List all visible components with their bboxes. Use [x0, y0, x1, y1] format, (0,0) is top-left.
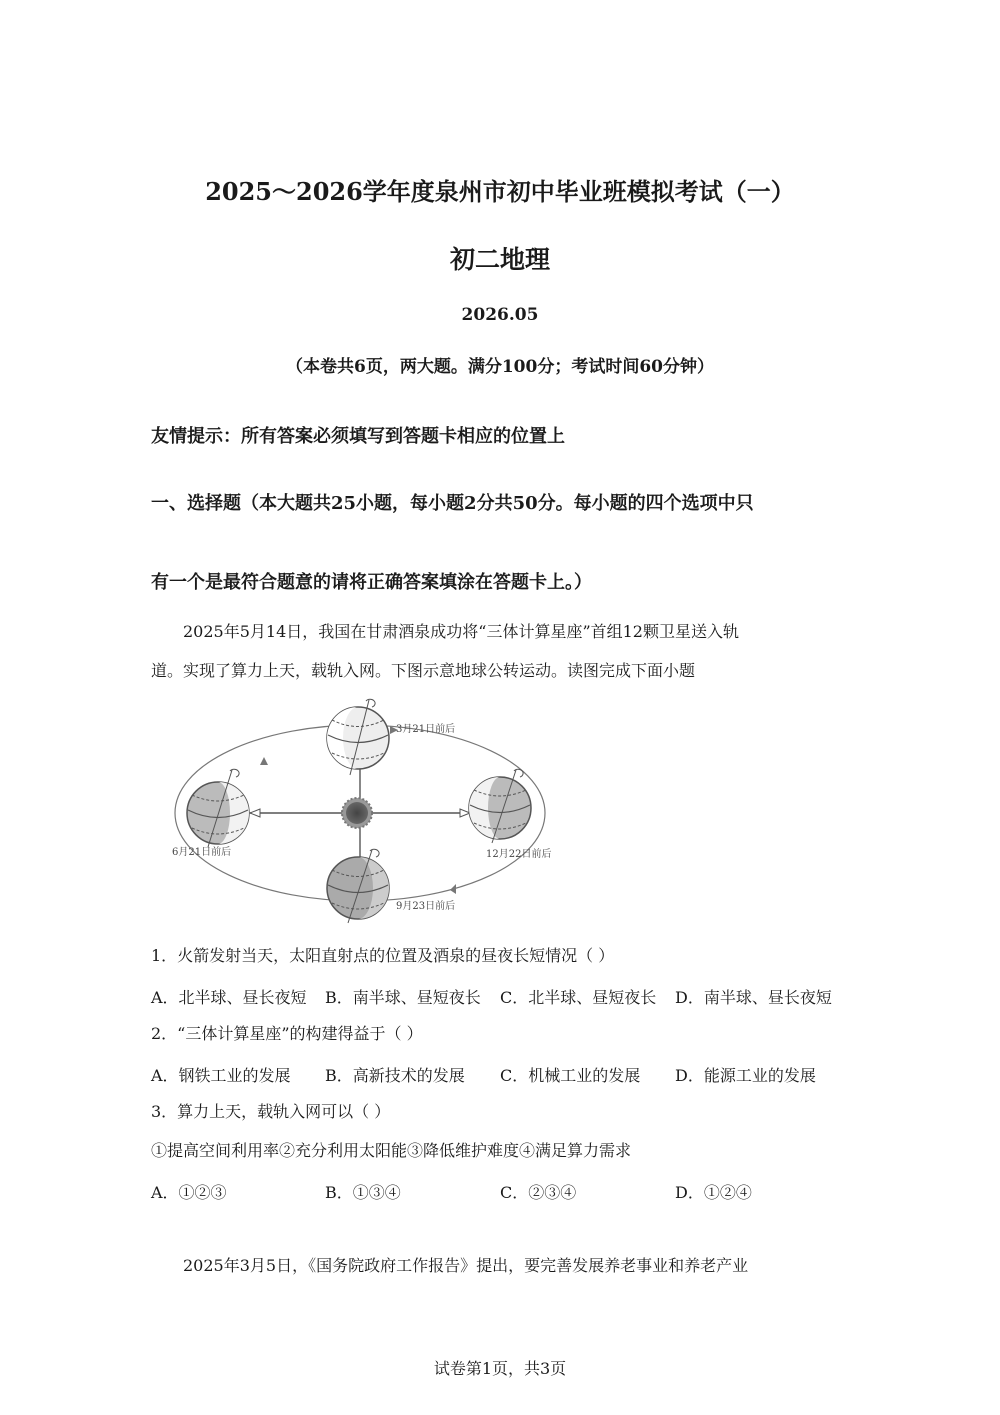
exam-date: 2026.05 [461, 305, 539, 325]
earth-top-icon [327, 699, 389, 775]
section-heading-line2: 有一个是最符合题意的请将正确答案填涂在答题卡上。） [151, 572, 592, 593]
question-3-options [0, 1180, 1000, 1202]
q2-option-d[interactable]: D．能源工业的发展 [675, 1066, 816, 1085]
question-1-stem: 1．火箭发射当天，太阳直射点的位置及酒泉的昼夜长短情况（ ） [151, 946, 615, 965]
exam-title: 2025～2026学年度泉州市初中毕业班模拟考试（一） [205, 177, 795, 206]
q3-option-c[interactable]: C．②③④ [500, 1183, 577, 1202]
q3-option-b[interactable]: B．①③④ [325, 1183, 401, 1202]
sun-icon [342, 798, 372, 828]
q3-option-a[interactable]: A．①②③ [151, 1183, 227, 1202]
question-1-options [0, 985, 1000, 1007]
label-june: 6月21日前后 [172, 847, 232, 858]
page-footer: 试卷第1页，共3页 [433, 1359, 567, 1378]
q2-option-c[interactable]: C．机械工业的发展 [500, 1066, 641, 1085]
earth-left-icon [187, 769, 249, 847]
earth-right-icon [469, 769, 531, 843]
question-3-stem: 3．算力上天，载轨入网可以（ ） [151, 1102, 391, 1121]
label-september: 9月23日前后 [396, 901, 456, 912]
passage1-line1: 2025年5月14日，我国在甘肃酒泉成功将“三体计算星座”首组12颗卫星送入轨 [183, 622, 739, 641]
q1-option-a[interactable]: A．北半球、昼长夜短 [151, 988, 307, 1007]
earth-revolution-figure [150, 695, 570, 930]
label-march: 3月21日前后 [396, 724, 456, 735]
exam-info: （本卷共6页，两大题。满分100分；考试时间60分钟） [286, 357, 714, 377]
q2-option-a[interactable]: A．钢铁工业的发展 [151, 1066, 291, 1085]
question-3-statement: ①提高空间利用率②充分利用太阳能③降低维护难度④满足算力需求 [151, 1141, 632, 1160]
q3-option-d[interactable]: D．①②④ [675, 1183, 752, 1202]
section-heading-line1: 一、选择题（本大题共25小题，每小题2分共50分。每小题的四个选项中只 [151, 493, 754, 514]
q1-option-b[interactable]: B．南半球、昼短夜长 [325, 988, 481, 1007]
q1-option-c[interactable]: C．北半球、昼短夜长 [500, 988, 657, 1007]
label-december: 12月22日前后 [486, 849, 552, 860]
passage1-line2: 道。实现了算力上天，载轨入网。下图示意地球公转运动。读图完成下面小题 [151, 661, 696, 680]
q1-option-d[interactable]: D．南半球、昼长夜短 [675, 988, 832, 1007]
question-2-options [0, 1063, 1000, 1085]
earth-bottom-icon [327, 849, 389, 923]
q2-option-b[interactable]: B．高新技术的发展 [325, 1066, 465, 1085]
subject-title: 初二地理 [449, 245, 550, 274]
question-2-stem: 2．“三体计算星座”的构建得益于（ ） [151, 1024, 423, 1043]
passage2-line1: 2025年3月5日，《国务院政府工作报告》提出，要完善发展养老事业和养老产业 [183, 1256, 749, 1275]
tip-text: 友情提示：所有答案必须填写到答题卡相应的位置上 [151, 426, 565, 447]
